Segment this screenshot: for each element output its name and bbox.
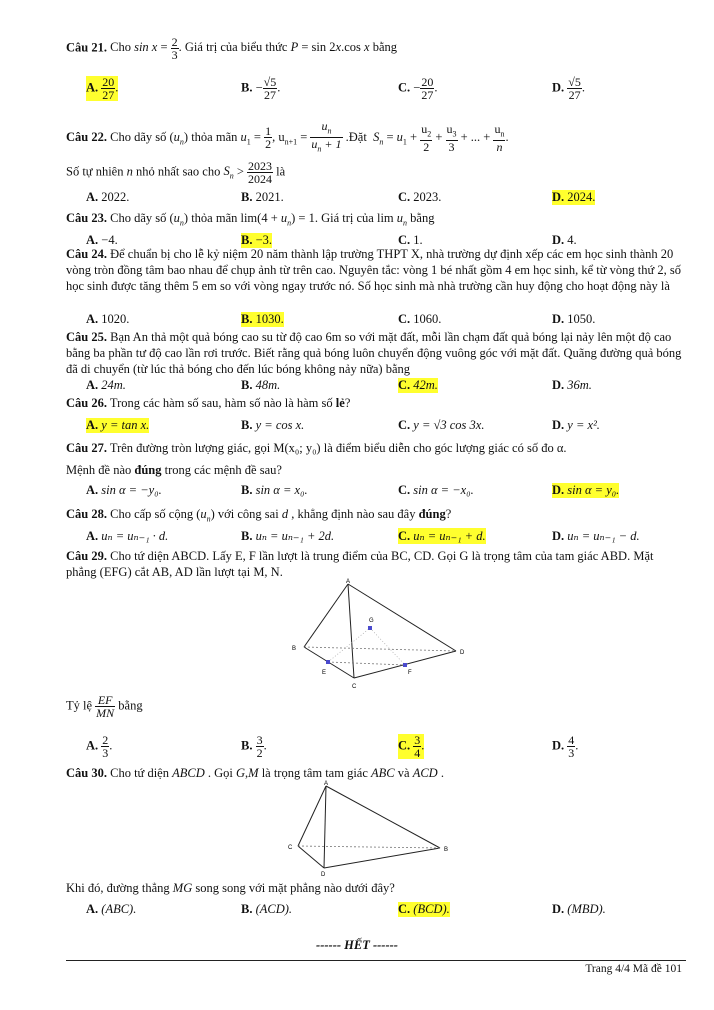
label-b: B	[292, 646, 297, 652]
options-21	[86, 75, 686, 102]
label-g: G	[369, 618, 374, 624]
option-a[interactable]: A. $\frac{2}{3}$ .	[86, 733, 113, 760]
question-label: Câu 24.	[66, 247, 107, 261]
option-d[interactable]: D. 1050.	[552, 312, 596, 326]
question-text: Trên đường tròn lượng giác, gọi M(x₀; y₀) là điểm biểu diễn cho góc lượng giác có số đo α.	[109, 441, 567, 455]
question-label: Câu 23.	[66, 211, 107, 225]
question-label: Câu 28.	[66, 507, 107, 521]
end-marker: ------ HẾT ------	[316, 938, 398, 952]
options-29	[86, 733, 686, 760]
option-a[interactable]: A. 24m.	[86, 378, 126, 392]
question-25	[66, 329, 686, 377]
question-label: Câu 22.	[66, 129, 107, 144]
label-c: C	[288, 845, 293, 851]
option-b[interactable]: B. y = cos x.	[241, 418, 305, 432]
label-d: D	[460, 650, 465, 656]
option-b[interactable]: B. uₙ = uₙ₋₁ + 2d.	[241, 529, 335, 543]
label-c: C	[352, 684, 357, 690]
option-a[interactable]: A. −4.	[86, 233, 118, 247]
question-30: Câu 30. Cho tứ diện ABCD . Gọi G,M là trọng tâm tam giác ABC và ACD .	[66, 766, 444, 780]
question-30-line2: Khi đó, đường thẳng MG song song với mặt phẳng nào dưới đây?	[66, 881, 395, 895]
question-text: Cho dãy số $(u_n)$ thỏa mãn $u_1$ = $\frac{1}{2}$ , $u_{n+1}$ = $\frac{u_n}{u_n + 1}$ .Đặt $S_n = u_1$ + $\frac{u_2}{2}$ + $\frac{u_3}{3}$ + ... + $\frac{u_n}{n}$ .	[110, 119, 509, 155]
question-22	[66, 120, 686, 156]
option-c[interactable]: C. y = √3 cos 3x.	[398, 418, 485, 432]
option-c[interactable]: C. 42m.	[398, 378, 438, 392]
option-d[interactable]: D. uₙ = uₙ₋₁ − d.	[552, 529, 640, 543]
footer-rule	[66, 960, 686, 961]
option-d[interactable]: D. y = x².	[552, 418, 600, 432]
option-b[interactable]: B. $\frac{3}{2}$ .	[241, 733, 267, 760]
question-text: Bạn An thả một quả bóng cao su từ độ cao 6m so với mặt đất, mỗi lần chạm đất quả bóng lại nảy lên một độ cao bằng ba phần tư độ cao lần rơi trước. Biết rằng quả bóng luôn chuyển động vuông góc với mặt đất. Quãng đường quả bóng đã di chuyển (từ lúc thả bóng cho đến lúc bóng không nảy nữa) bằng	[66, 330, 682, 376]
tetrahedron-figure-30	[286, 780, 456, 878]
option-c[interactable]: C. 1.	[398, 233, 423, 247]
question-26: Câu 26. Trong các hàm số sau, hàm số nào là hàm số lẻ?	[66, 396, 351, 410]
question-23: Câu 23. Cho dãy số $(u_n)$ thỏa mãn $\lim(4 + u_n) = 1$. Giá trị của $\lim u_n$ bằng	[66, 211, 435, 228]
option-d[interactable]: D. sin α = y₀.	[552, 483, 620, 497]
label-f: F	[408, 670, 412, 676]
option-b[interactable]: B. −3.	[241, 233, 273, 247]
question-28: Câu 28. Cho cấp số cộng $(u_n)$ với công sai d , khẳng định nào sau đây đúng?	[66, 507, 452, 524]
option-d[interactable]: D. (MBD).	[552, 902, 606, 916]
label-a: A	[346, 579, 351, 585]
page-footer: Trang 4/4 Mã đề 101	[585, 963, 682, 975]
options-30	[86, 902, 686, 922]
question-label: Câu 21.	[66, 40, 107, 55]
option-c[interactable]: C. sin α = −x₀.	[398, 483, 474, 497]
options-28	[86, 528, 686, 548]
question-label: Câu 29.	[66, 549, 107, 563]
options-26	[86, 418, 686, 438]
label-a: A	[324, 781, 329, 787]
option-a[interactable]: A. (ABC).	[86, 902, 137, 916]
option-c[interactable]: C. 2023.	[398, 190, 442, 204]
option-a[interactable]: A. sin α = −y₀.	[86, 483, 162, 497]
option-a[interactable]: A. $\frac{20}{27}$ .	[86, 75, 119, 102]
option-a[interactable]: A. y = tan x.	[86, 418, 150, 432]
question-label: Câu 30.	[66, 766, 107, 780]
option-d[interactable]: D. 2024.	[552, 190, 596, 204]
question-text: Để chuẩn bị cho lễ kỷ niệm 20 năm thành lập trường THPT X, nhà trường dự định xếp các em học sinh thành 20 vòng tròn đồng tâm bao nhau để chụp ảnh từ trên cao. Nguyên tắc: vòng 1 bé nhất gồm 4 em học sinh, kể từ vòng thứ 2, số học sinh được tăng thêm 5 em so với vòng ngay trước nó. Số học sinh mà nhà trường cần huy động cho hoạt động này là	[66, 247, 681, 293]
option-b[interactable]: B. − $\frac{√5}{27}$ .	[241, 75, 281, 102]
question-21	[66, 36, 686, 61]
options-22	[86, 190, 686, 210]
option-c[interactable]: C. (BCD).	[398, 902, 450, 916]
question-22-line2: Số tự nhiên n nhỏ nhất sao cho $S_n$ > $\frac{2023}{2024}$ là	[66, 159, 286, 186]
question-label: Câu 27.	[66, 441, 107, 455]
option-a[interactable]: A. 1020.	[86, 312, 130, 326]
option-b[interactable]: B. (ACD).	[241, 902, 293, 916]
option-d[interactable]: D. 36m.	[552, 378, 592, 392]
label-b: B	[444, 847, 449, 853]
question-text: Cho sin x = $\frac{2}{3}$ . Giá trị của biểu thức P = sin 2x.cos x bằng	[110, 35, 397, 62]
option-a[interactable]: A. 2022.	[86, 190, 130, 204]
question-29	[66, 548, 686, 580]
tetrahedron-figure-29	[280, 578, 480, 690]
label-e: E	[322, 670, 327, 676]
option-d[interactable]: D. $\frac{√5}{27}$ .	[552, 75, 585, 102]
option-b[interactable]: B. 2021.	[241, 190, 284, 204]
option-c[interactable]: C. $\frac{3}{4}$ .	[398, 733, 425, 760]
option-c[interactable]: C. 1060.	[398, 312, 442, 326]
question-27-line2: Mệnh đề nào đúng trong các mệnh đề sau?	[66, 463, 282, 477]
question-label: Câu 26.	[66, 396, 107, 410]
option-d[interactable]: D. 4.	[552, 233, 577, 247]
question-label: Câu 25.	[66, 330, 107, 344]
option-d[interactable]: D. $\frac{4}{3}$ .	[552, 733, 579, 760]
option-a[interactable]: A. uₙ = uₙ₋₁ · d.	[86, 529, 169, 543]
question-text: Cho tứ diện ABCD. Lấy E, F lần lượt là trung điểm của BC, CD. Gọi G là trọng tâm của tam giác ABD. Mặt phẳng (EFG) cắt AB, AD lần lượt tại M, N.	[66, 549, 654, 579]
option-b[interactable]: B. 1030.	[241, 312, 284, 326]
question-24	[66, 246, 686, 294]
question-27	[66, 440, 686, 456]
label-d: D	[321, 872, 326, 878]
question-29-line2: Tỷ lệ $\frac{EF}{MN}$ bằng	[66, 693, 143, 720]
options-27	[86, 483, 686, 503]
option-c[interactable]: C. uₙ = uₙ₋₁ + d.	[398, 529, 486, 543]
option-b[interactable]: B. sin α = x₀.	[241, 483, 308, 497]
option-b[interactable]: B. 48m.	[241, 378, 281, 392]
option-c[interactable]: C. − $\frac{20}{27}$ .	[398, 75, 438, 102]
